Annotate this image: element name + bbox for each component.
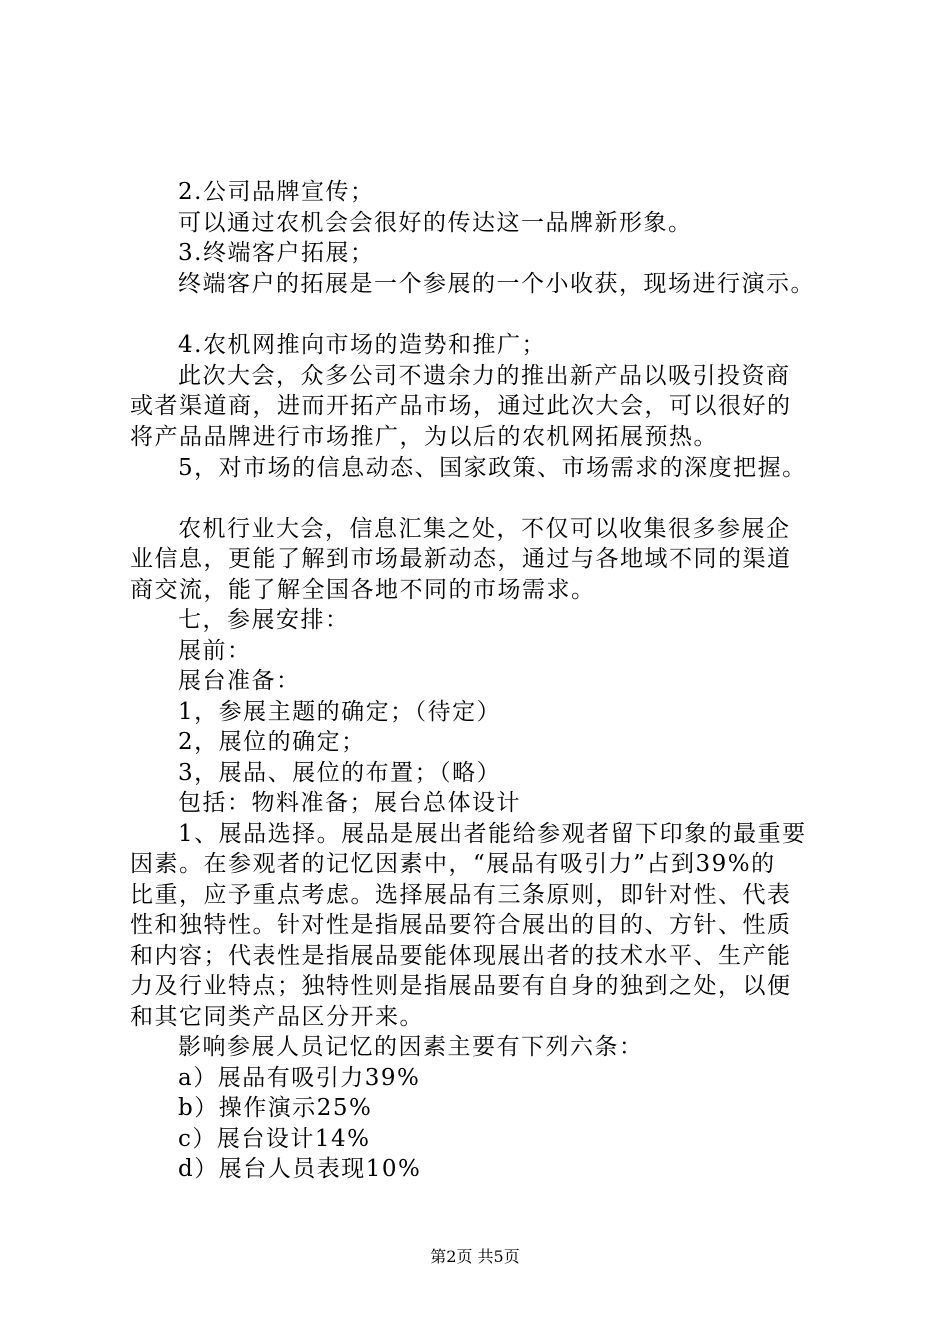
text-line: 展台准备：: [178, 668, 301, 694]
text-line: a）展品有吸引力39%: [178, 1065, 421, 1091]
text-line: 1，参展主题的确定；（待定）: [178, 699, 502, 725]
text-line: 商交流，能了解全国各地不同的市场需求。: [130, 577, 596, 603]
text-line: 5，对市场的信息动态、国家政策、市场需求的深度把握。: [178, 455, 807, 481]
page-number-footer: 第2页 共5页: [430, 1247, 520, 1266]
text-line: 将产品品牌进行市场推广，为以后的农机网拓展预热。: [130, 424, 718, 450]
text-line: 2，展位的确定；: [178, 729, 366, 755]
text-line: 展前：: [178, 638, 252, 664]
text-line: 此次大会，众多公司不遗余力的推出新产品以吸引投资商: [178, 363, 791, 389]
text-line: 2.公司品牌宣传；: [178, 179, 375, 205]
text-line: 1、展品选择。展品是展出者能给参观者留下印象的最重要: [178, 821, 807, 847]
text-line: 七，参展安排：: [178, 607, 350, 633]
text-line: 3.终端客户拓展；: [178, 240, 375, 266]
text-line: 终端客户的拓展是一个参展的一个小收获，现场进行演示。: [178, 271, 815, 297]
text-line: 比重，应予重点考虑。选择展品有三条原则，即针对性、代表: [130, 882, 792, 908]
text-line: 和内容；代表性是指展品要能体现展出者的技术水平、生产能: [130, 943, 792, 969]
text-line: 或者渠道商，进而开拓产品市场，通过此次大会，可以很好的: [130, 393, 792, 419]
text-line: 包括：物料准备；展台总体设计: [178, 790, 521, 816]
text-line: 可以通过农机会会很好的传达这一品牌新形象。: [178, 210, 693, 236]
text-line: 农机行业大会，信息汇集之处，不仅可以收集很多参展企: [178, 516, 791, 542]
text-line: b）操作演示25%: [178, 1095, 373, 1121]
text-line: 业信息，更能了解到市场最新动态，通过与各地域不同的渠道: [130, 546, 792, 572]
text-line: 性和独特性。针对性是指展品要符合展出的目的、方针、性质: [130, 912, 792, 938]
text-line: 和其它同类产品区分开来。: [130, 1004, 424, 1030]
text-line: c）展台设计14%: [178, 1126, 371, 1152]
text-line: 影响参展人员记忆的因素主要有下列六条：: [178, 1034, 644, 1060]
text-line: 因素。在参观者的记忆因素中，“展品有吸引力”占到39%的: [130, 851, 776, 877]
text-line: d）展台人员表现10%: [178, 1156, 422, 1182]
text-line: 3，展品、展位的布置；（略）: [178, 760, 502, 786]
text-line: 4.农机网推向市场的造势和推广；: [178, 332, 546, 358]
text-line: 力及行业特点；独特性则是指展品要有自身的独到之处，以便: [130, 973, 792, 999]
